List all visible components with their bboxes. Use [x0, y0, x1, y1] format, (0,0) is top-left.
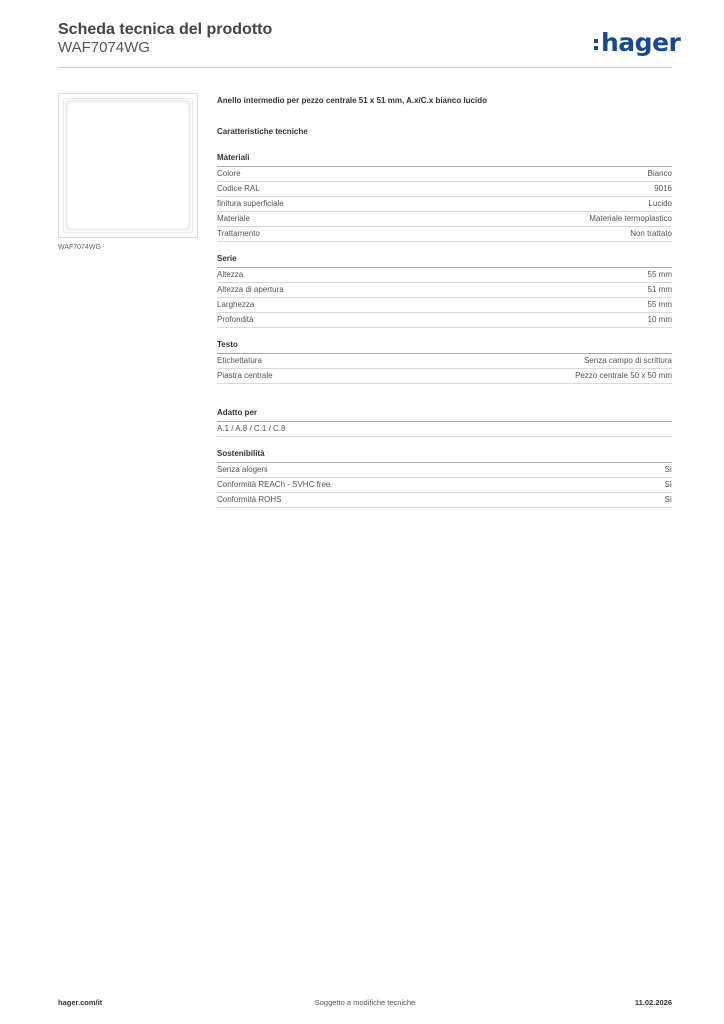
- spec-row: [217, 298, 672, 313]
- spec-label: Larghezza: [217, 300, 255, 309]
- spec-row: [217, 197, 672, 212]
- spec-value: 10 mm: [647, 315, 672, 324]
- spec-label: Profondità: [217, 315, 254, 324]
- section-serie: [217, 253, 672, 328]
- spec-row: [217, 212, 672, 227]
- section-title: Materiali: [217, 152, 672, 167]
- spec-label: Senza alogeni: [217, 465, 268, 474]
- section-title: Adatto per: [217, 407, 672, 422]
- spec-label: Conformità ROHS: [217, 495, 282, 504]
- spec-label: Trattamento: [217, 229, 260, 238]
- spec-value: 55 mm: [647, 300, 672, 309]
- spec-row: [217, 167, 672, 182]
- tech-heading: Caratteristiche tecniche: [217, 127, 308, 136]
- spec-value: Sì: [664, 480, 672, 489]
- product-description: Anello intermedio per pezzo centrale 51 x 51 mm, A.x/C.x bianco lucido: [217, 96, 487, 105]
- spec-row: [217, 493, 672, 508]
- spec-label: Altezza: [217, 270, 244, 279]
- footer-date: 11.02.2026: [634, 998, 672, 1007]
- spec-value: 9016: [654, 184, 672, 193]
- spec-label: finitura superficiale: [217, 199, 284, 208]
- spec-row: [217, 227, 672, 242]
- spec-value: 55 mm: [647, 270, 672, 279]
- section-title: Testo: [217, 339, 672, 354]
- logo-dots-icon: [594, 36, 599, 53]
- product-image: [58, 93, 198, 238]
- spec-value: Sì: [664, 495, 672, 504]
- product-image-ring: [65, 100, 191, 231]
- spec-row: [217, 313, 672, 328]
- spec-value: Bianco: [647, 169, 672, 178]
- spec-label: Materiale: [217, 214, 250, 223]
- spec-row: [217, 478, 672, 493]
- section-title: Sostenibilità: [217, 448, 672, 463]
- spec-label: Codice RAL: [217, 184, 260, 193]
- spec-label: Altezza di apertura: [217, 285, 284, 294]
- spec-row: [217, 354, 672, 369]
- spec-row: [217, 182, 672, 197]
- product-code: WAF7074WG: [58, 39, 150, 56]
- footer-website-link[interactable]: hager.com/it: [58, 998, 103, 1007]
- spec-label: Etichettatura: [217, 356, 262, 365]
- spec-value: 51 mm: [647, 285, 672, 294]
- product-image-caption: WAF7074WG: [58, 244, 101, 251]
- section-title: Serie: [217, 253, 672, 268]
- spacer: [217, 395, 672, 407]
- spec-row: [217, 283, 672, 298]
- section-testo: [217, 339, 672, 384]
- hager-logo: [594, 28, 680, 57]
- section-materiali: [217, 152, 672, 242]
- spec-label: Colore: [217, 169, 241, 178]
- page-title: Scheda tecnica del prodotto: [58, 21, 273, 38]
- compatibility-list: A.1 / A.8 / C.1 / C.8: [217, 422, 672, 437]
- spec-value: Non trattato: [630, 229, 672, 238]
- section-sostenibilita: [217, 448, 672, 508]
- spec-row: [217, 369, 672, 384]
- spec-value: Sì: [664, 465, 672, 474]
- footer-note: Soggetto a modifiche tecniche: [314, 998, 416, 1007]
- spec-value: Pezzo centrale 50 x 50 mm: [575, 371, 672, 380]
- spec-label: Conformità REACh - SVHC free: [217, 480, 331, 489]
- spec-value: Lucido: [648, 199, 672, 208]
- spec-label: Piastra centrale: [217, 371, 273, 380]
- logo-text: hager: [601, 28, 681, 57]
- spec-content: [217, 96, 672, 519]
- header-divider: [58, 67, 672, 68]
- spec-value: Materiale termoplastico: [589, 214, 672, 223]
- spec-row: [217, 463, 672, 478]
- spec-row: [217, 268, 672, 283]
- section-adatto-per: [217, 407, 672, 437]
- spec-value: Senza campo di scrittura: [583, 356, 672, 365]
